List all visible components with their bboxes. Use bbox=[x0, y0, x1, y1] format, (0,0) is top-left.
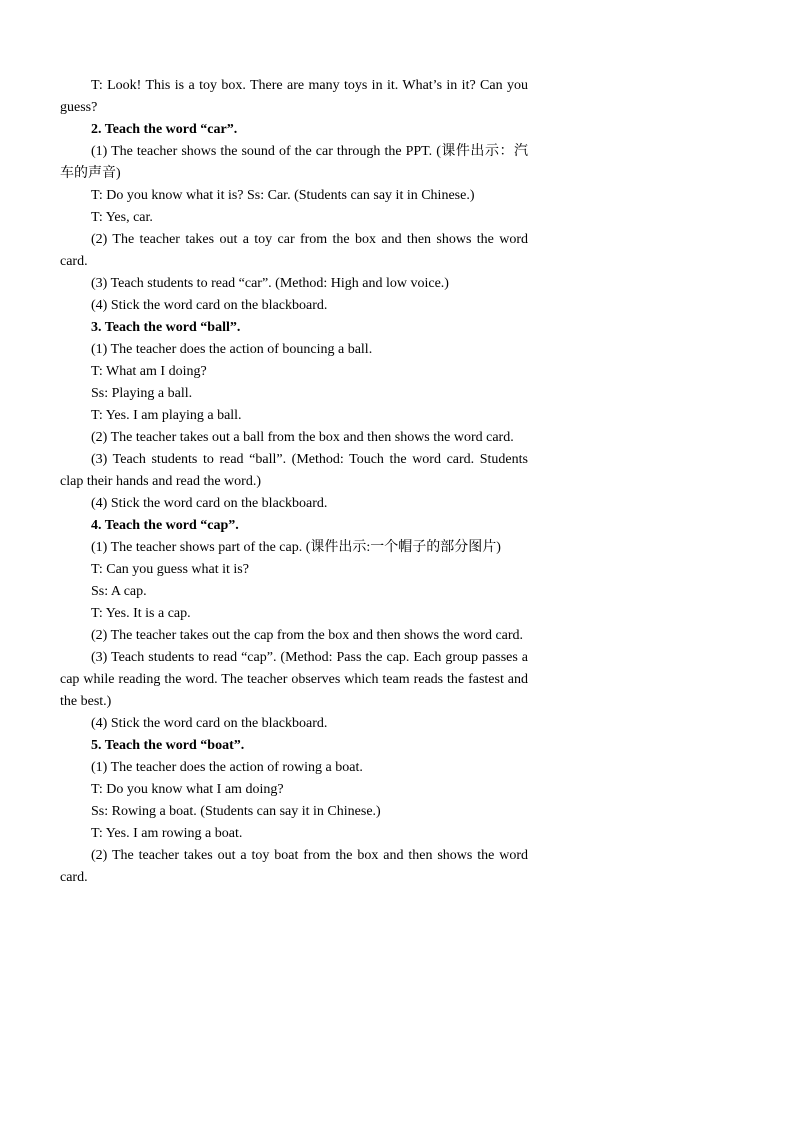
paragraph: (3) Teach students to read “cap”. (Method: Pass the cap. Each group passes a cap while reading the word. The teacher observes which team reads the fastest and the best.) bbox=[60, 650, 528, 709]
paragraph: T: Do you know what it is? Ss: Car. (Students can say it in Chinese.) bbox=[91, 188, 475, 203]
paragraph: T: Yes. It is a cap. bbox=[91, 606, 191, 621]
section-heading: 5. Teach the word “boat”. bbox=[91, 738, 245, 753]
paragraph: T: Yes. I am playing a ball. bbox=[91, 408, 242, 423]
paragraph: (1) The teacher shows the sound of the car through the PPT. (课件出示：汽车的声音) bbox=[60, 144, 528, 181]
paragraph: (1) The teacher shows part of the cap. (课件出示:一个帽子的部分图片) bbox=[91, 540, 501, 555]
paragraph: Ss: Playing a ball. bbox=[91, 386, 193, 401]
section-heading: 2. Teach the word “car”. bbox=[91, 122, 238, 137]
paragraph: T: Do you know what I am doing? bbox=[91, 782, 284, 797]
paragraph: (3) Teach students to read “car”. (Method: High and low voice.) bbox=[91, 276, 449, 291]
paragraph: (4) Stick the word card on the blackboard. bbox=[91, 716, 328, 731]
paragraph: (2) The teacher takes out a toy boat from the box and then shows the word card. bbox=[60, 848, 528, 885]
paragraph: (1) The teacher does the action of bouncing a ball. bbox=[91, 342, 373, 357]
section-heading: 3. Teach the word “ball”. bbox=[91, 320, 241, 335]
paragraph: (3) Teach students to read “ball”. (Method: Touch the word card. Students clap their hands and read the word.) bbox=[60, 452, 528, 489]
paragraph: T: Look! This is a toy box. There are many toys in it. What’s in it? Can you guess? bbox=[60, 78, 528, 115]
paragraph: (2) The teacher takes out the cap from the box and then shows the word card. bbox=[91, 628, 524, 643]
paragraph: (2) The teacher takes out a ball from the box and then shows the word card. bbox=[91, 430, 514, 445]
paragraph: (1) The teacher does the action of rowing a boat. bbox=[91, 760, 363, 775]
section-heading: 4. Teach the word “cap”. bbox=[91, 518, 239, 533]
paragraph: T: Can you guess what it is? bbox=[91, 562, 249, 577]
document-page bbox=[60, 75, 528, 889]
paragraph: Ss: A cap. bbox=[91, 584, 147, 599]
paragraph: T: Yes. I am rowing a boat. bbox=[91, 826, 243, 841]
paragraph: (4) Stick the word card on the blackboard. bbox=[91, 496, 328, 511]
paragraph: (2) The teacher takes out a toy car from the box and then shows the word card. bbox=[60, 232, 528, 269]
paragraph: Ss: Rowing a boat. (Students can say it in Chinese.) bbox=[91, 804, 381, 819]
paragraph: (4) Stick the word card on the blackboard. bbox=[91, 298, 328, 313]
paragraph: T: Yes, car. bbox=[91, 210, 153, 225]
paragraph: T: What am I doing? bbox=[91, 364, 207, 379]
